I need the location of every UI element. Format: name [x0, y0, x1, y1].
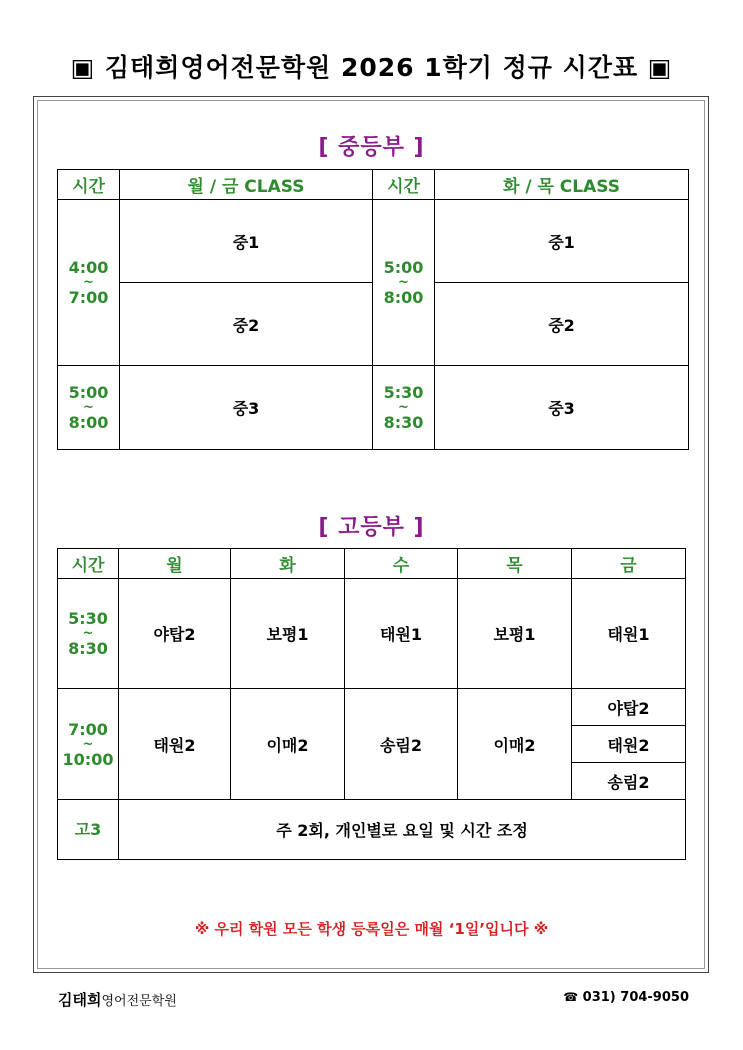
time-cell: 4:00 ~ 7:00: [58, 200, 120, 366]
header-time: 시간: [58, 549, 119, 579]
class-cell: 태원2: [119, 689, 231, 800]
friday-class-cell: 태원2: [572, 726, 686, 763]
high-school-table: [57, 548, 686, 860]
high-school-heading: [ 고등부 ]: [318, 515, 425, 540]
class-cell: 보평1: [458, 579, 572, 689]
telephone-icon: ☎: [563, 990, 579, 1004]
header-monday: 월: [119, 549, 231, 579]
table-header-row: [58, 170, 689, 200]
table-row: [58, 579, 686, 689]
class-cell: 이매2: [458, 689, 572, 800]
footer-brand: [58, 989, 177, 1010]
header-tuesday: 화: [231, 549, 345, 579]
time-cell: 7:00 ~ 10:00: [58, 689, 119, 800]
class-cell: 중3: [435, 366, 689, 450]
table-row: [58, 200, 689, 283]
footer-brand-rest: 영어전문학원: [101, 994, 177, 1009]
table-row: [58, 800, 686, 860]
class-cell: 중2: [120, 283, 373, 366]
time-cell: 5:00 ~ 8:00: [58, 366, 120, 450]
class-cell: 중1: [435, 200, 689, 283]
class-cell: 태원1: [345, 579, 458, 689]
registration-notice: ※ 우리 학원 모든 학생 등록일은 매월 ‘1일’입니다 ※: [194, 920, 549, 938]
grade3-note: 주 2회, 개인별로 요일 및 시간 조정: [119, 800, 686, 860]
middle-school-table: [57, 169, 689, 450]
table-row: [58, 366, 689, 450]
middle-school-heading: [ 중등부 ]: [318, 135, 425, 160]
footer-phone: [563, 990, 689, 1005]
footer-brand-name: 김태희: [58, 991, 102, 1009]
time-cell: 5:30 ~ 8:30: [373, 366, 435, 450]
class-cell: 이매2: [231, 689, 345, 800]
page-title: ▣ 김태희영어전문학원 2026 1학기 정규 시간표 ▣: [70, 53, 673, 82]
class-cell: 보평1: [231, 579, 345, 689]
class-cell: 태원1: [572, 579, 686, 689]
table-row: [58, 689, 686, 726]
class-cell: 중3: [120, 366, 373, 450]
grade3-label: 고3: [58, 800, 119, 860]
time-cell: 5:00 ~ 8:00: [373, 200, 435, 366]
class-cell: 중1: [120, 200, 373, 283]
table-header-row: [58, 549, 686, 579]
phone-number: 031) 704-9050: [582, 990, 689, 1005]
header-time-right: 시간: [373, 170, 435, 200]
header-friday: 금: [572, 549, 686, 579]
header-thursday: 목: [458, 549, 572, 579]
header-tue-thu-class: 화 / 목 CLASS: [435, 170, 689, 200]
header-mon-fri-class: 월 / 금 CLASS: [120, 170, 373, 200]
class-cell: 송림2: [345, 689, 458, 800]
friday-class-cell: 송림2: [572, 763, 686, 800]
class-cell: 중2: [435, 283, 689, 366]
time-cell: 5:30 ~ 8:30: [58, 579, 119, 689]
friday-class-cell: 야탑2: [572, 689, 686, 726]
header-time-left: 시간: [58, 170, 120, 200]
class-cell: 야탑2: [119, 579, 231, 689]
header-wednesday: 수: [345, 549, 458, 579]
